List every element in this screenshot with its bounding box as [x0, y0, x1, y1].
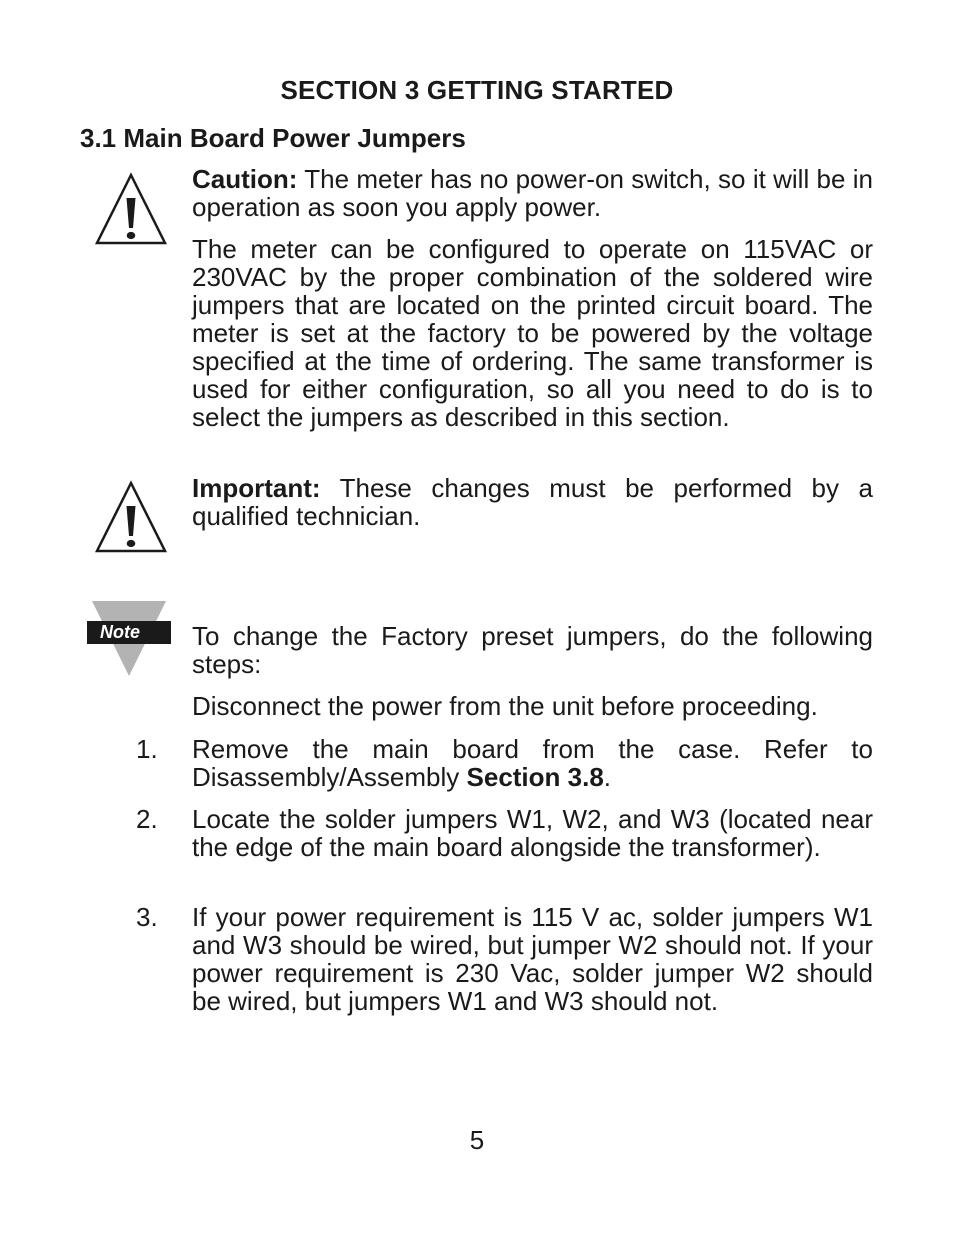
important-text: These changes must be performed by a qualified technician.: [192, 473, 873, 531]
step-text-tail: .: [603, 762, 612, 792]
caution-text: The meter has no power-on switch, so it will be in operation as soon you apply power.: [192, 164, 873, 222]
step-number: 3.: [136, 902, 158, 932]
step-number: 1.: [136, 734, 158, 764]
note-paragraph: To change the Factory preset jumpers, do the following steps:: [192, 621, 873, 679]
step-text-main: Remove the main board from the case. Refer to Disassembly/Assembly: [192, 734, 873, 792]
page-number: 5: [469, 1125, 485, 1155]
step-text: If your power requirement is 115 V ac, solder jumpers W1 and W3 should be wired, but jumper W2 should not. If your power requirement is 230 Vac, solder jumper W2 should be wired, but jumpers W1 and W3 should not.: [192, 902, 873, 1016]
step-text: [192, 735, 873, 791]
step-number: 2.: [136, 804, 158, 834]
important-label: Important:: [192, 473, 321, 503]
caution-triangle-icon: [94, 172, 168, 246]
caution-triangle-icon: [94, 480, 168, 554]
note-icon-label: Note: [100, 622, 140, 642]
section-reference: Section 3.8: [466, 762, 604, 792]
important-paragraph: [192, 474, 873, 530]
disconnect-paragraph: Disconnect the power from the unit before proceeding.: [192, 691, 818, 721]
config-paragraph: The meter can be configured to operate on 115VAC or 230VAC by the proper combination of the soldered wire jumpers that are located on the printed circuit board. The meter is set at the factory to be powered by the voltage specified at the time of ordering. The same transformer is used for either configuration, so all you need to do is to select the jumpers as described in this section.: [192, 234, 873, 432]
subsection-title: 3.1 Main Board Power Jumpers: [80, 123, 466, 153]
step-text: Locate the solder jumpers W1, W2, and W3 (located near the edge of the main board alongside the transformer).: [192, 804, 873, 862]
note-icon: [86, 600, 172, 678]
section-title: SECTION 3 GETTING STARTED: [280, 75, 674, 105]
caution-paragraph: [192, 165, 873, 221]
caution-label: Caution:: [192, 164, 298, 194]
